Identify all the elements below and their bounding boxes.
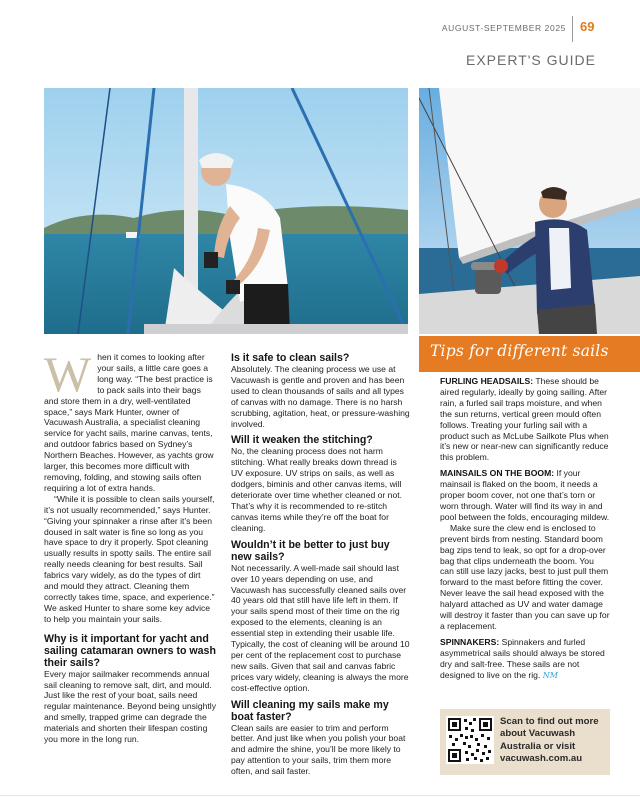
tips-title: Tips for different sails xyxy=(430,342,609,360)
cta-text: Scan to find out more about Vacuwash Australia or visit vacuwash.com.au xyxy=(500,716,599,764)
question-heading: Why is it important for yacht and sailing catamaran owners to wash their sails? xyxy=(44,632,216,669)
tip-text: Spinnakers and furled asymmetrical sails should always be stored dry and salt-free. These sails are not designed to live on the rig. xyxy=(440,636,605,680)
answer-paragraph: Not necessarily. A well-made sail should last over 10 years depending on use, and Vacuwash has successfully cleaned sails over 40 years old that still have life left in them. If your sails spend most of their time on the rig exposed to the elements, cleaning is an essential step in extending their usable life. Typically, the cost of cleaning will be around 10 per cent of the replacement cost to purchase new sails. Given that sail and canvas fabric prices vary widely, cleaning is always the more cost-effective option. xyxy=(231,562,410,693)
drop-cap: W xyxy=(44,346,92,402)
tip-text: Make sure the clew end is enclosed to prevent birds from nesting. Standard boom bag zips tend to leak, so opt for a drop-over bag that clips underneath the boom. You can still use lazy jacks, best to just pull them forward to the mast before fitting the cover. Never leave the sail head exposed with the halyard attached as UV and water damage will destroy it faster than you can save up for a replacement. xyxy=(440,522,610,631)
question-heading: Will cleaning my sails make my boat faster? xyxy=(231,698,389,723)
question-heading: Wouldn’t it be better to just buy new sails? xyxy=(231,538,390,563)
question-heading: Will it weaken the stitching? xyxy=(231,434,373,447)
article-column-2 xyxy=(231,352,411,777)
tips-column xyxy=(440,376,610,681)
photo-sail-cleaning xyxy=(44,88,408,334)
author-signoff: NM xyxy=(542,670,558,680)
tip-mainsail xyxy=(440,468,610,523)
qr-code-icon[interactable] xyxy=(446,716,494,764)
tip-text: If your mainsail is flaked on the boom, it needs a proper boom cover, not one that’s torn or worn through. Water will find its way in and pool between the folds, encouraging mildew. xyxy=(440,468,610,522)
answer-paragraph: Absolutely. The cleaning process we use at Vacuwash is gentle and proven and has been used to clean thousands of sails and all types of canvas with no damage. There is no harsh scrubbing, agitation, heat, or pressure-washing involved. xyxy=(231,364,410,429)
intro-paragraph: hen it comes to looking after your sails, a little care goes a long way. “The best practice is to pack sails into their bags and store them in a dry, well-ventilated space,” says Mark Hunter, owner of Vacuwash Australia, a specialist cleaning service for yacht sails, marine canvas, tents, and outdoor fabrics based on Sydney’s Northern Beaches. However, as yachts grow larger, this becomes more difficult with removing, folding, and stowing sails often requiring a lot of extra hands. xyxy=(44,352,214,493)
tip-spinnaker xyxy=(440,637,610,682)
article-column-1 xyxy=(44,346,216,745)
page-bottom-rule xyxy=(0,795,640,796)
section-title: EXPERT'S GUIDE xyxy=(466,52,596,68)
body-paragraph: “While it is possible to clean sails yourself, it’s not usually recommended,” says Hunter. “Giving your spinnaker a rinse after it’s been doused in salt water is fine so long as you have space to dry it properly. Spot cleaning usually results in spotty sails. The entire sail really needs cleaning for best results. Sail fabrics vary widely, as do the types of dirt and mould they attract. Cleaning them correctly takes time, space, and experience.” We asked Hunter to share some key advice to help you maintain your sails. xyxy=(44,493,215,624)
header-divider xyxy=(572,16,573,42)
photo-sailing-winch xyxy=(419,88,640,334)
answer-paragraph: No, the cleaning process does not harm stitching. What really breaks down thread is UV exposure. UV strips on sails, as well as dodgers, biminis and other canvas items, will deteriorate over time whether cleaned or not. That’s why it is recommended to re-stitch canvas items while they’re off the boat for cleaning. xyxy=(231,446,403,533)
tip-lead: MAINSAILS ON THE BOOM: xyxy=(440,468,555,479)
tip-text: These should be aired regularly, ideally by going sailing. After rain, a furled sail traps moisture, and when the sun returns, vertical green mould often follows. Treating your furling sail with a product such as McLube Sailkote Plus when it’s new or near-new can significantly reduce this problem. xyxy=(440,376,609,463)
answer-paragraph: Every major sailmaker recommends annual sail cleaning to remove salt, dirt, and mould. Just like the rest of your boat, sails need regular maintenance. Beyond being unsightly and smelly, trapped grime can degrade the materials and shorten their lifespan costing you more in the long run. xyxy=(44,668,216,745)
page-number: 69 xyxy=(580,19,595,34)
answer-paragraph: Clean sails are easier to trim and perform better. And just like when you polish your boat and admire the shine, you’ll be more likely to pay attention to your sails, trim them more often, and sail faster. xyxy=(231,722,406,777)
tip-lead: SPINNAKERS: xyxy=(440,636,500,647)
question-heading: Is it safe to clean sails? xyxy=(231,352,350,364)
tip-furling xyxy=(440,376,610,463)
issue-date: AUGUST-SEPTEMBER 2025 xyxy=(441,23,566,33)
tip-lead: FURLING HEADSAILS: xyxy=(440,376,534,386)
